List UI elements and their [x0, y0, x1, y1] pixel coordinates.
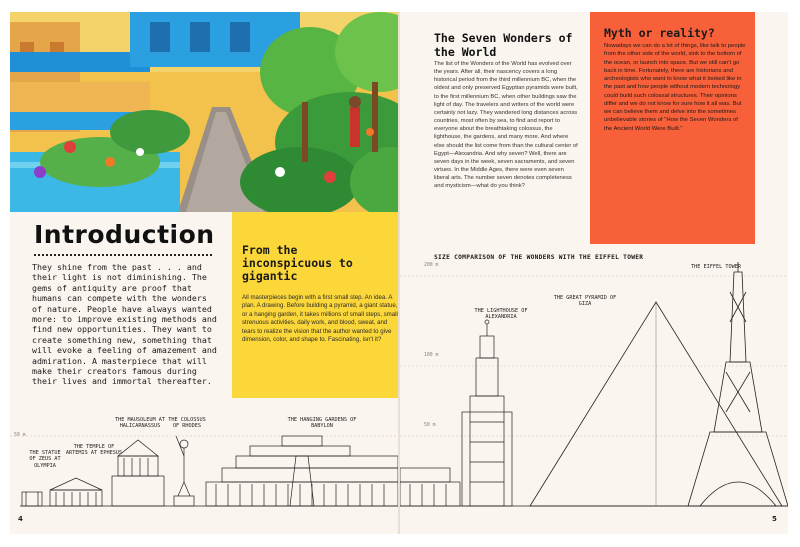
left-page [10, 12, 398, 534]
lighthouse-drawing [462, 320, 512, 506]
page-number-left: 4 [18, 515, 23, 523]
seven-wonders-heading: The Seven Wonders of the World [434, 31, 573, 59]
wonders-skyline [10, 412, 398, 534]
eiffel-tower-drawing [688, 262, 788, 506]
label-temple-of-artemis: THE TEMPLE OF ARTEMIS AT EPHESUS [65, 444, 123, 457]
label-colossus: THE COLOSSUS OF RHODES [168, 417, 206, 430]
gardens-continuation [400, 468, 460, 506]
label-lighthouse: THE LIGHTHOUSE OF ALEXANDRIA [474, 308, 528, 321]
inconspicuous-heading: From the inconspicuous to gigantic [242, 243, 353, 283]
hanging-gardens-illustration [10, 12, 398, 212]
introduction-heading: Introduction [34, 220, 215, 249]
heading-divider [34, 254, 212, 256]
scale-50m-left: 50 m [14, 433, 26, 438]
myth-text: Nowadays we can do a lot of things, like talk to people from the other side of the world, sink to the bottom of the ocean, or launch into space. But we still can't go back in time. Fortunately, there are historians and archeologists who want to know what it looked like in the past and how people without modern technology could build such colossal structures. Their opinions differ and we do not know for sure how it all was. But we can believe them and delve into the sometimes unbelievable stories of "How the Seven Wonders of the Ancient World Were Built." [604, 43, 746, 132]
myth-or-reality-box [590, 12, 755, 244]
label-hanging-gardens: THE HANGING GARDENS OF BABYLON [287, 417, 357, 430]
label-great-pyramid: THE GREAT PYRAMID OF GIZA [553, 295, 617, 308]
introduction-text: They shine from the past . . . and their light is not diminishing. The gems of antiquity are proof that humans can compete with the wonders of nature. People have always wanted more: to improve existing methods and find new opportunities. They want to create something new, something that will evoke a feeling of amazement and admiration. A masterpiece that will make their creators famous during their lives and immortal thereafter. [32, 262, 217, 387]
label-statue-of-zeus: THE STATUE OF ZEUS AT OLYMPIA [29, 450, 61, 469]
scale-50m-right: 50 m [424, 423, 436, 428]
label-mausoleum: THE MAUSOLEUM AT HALICARNASSUS [115, 417, 165, 430]
scale-100m: 100 m [424, 353, 439, 358]
size-comparison-title: SIZE COMPARISON OF THE WONDERS WITH THE EIFFEL TOWER [434, 254, 644, 261]
right-page [400, 12, 788, 534]
label-eiffel-tower: THE EIFFEL TOWER [691, 264, 741, 270]
scale-200m: 200 m [424, 263, 439, 268]
great-pyramid-drawing [530, 302, 782, 506]
colossus-drawing [174, 436, 194, 506]
hanging-gardens-drawing [206, 436, 398, 506]
inconspicuous-text: All masterpieces begin with a first small step. An idea. A plan. A drawing. Before building a pyramid, a giant statue, or a hanging garden, it takes millions of small steps, small strenuous activities, daily work, and blood, sweat, and tears to realize the vision that the author wanted to give dimension, color, and shape to. Fascinating, isn't it? [242, 294, 398, 344]
statue-of-zeus-drawing [22, 492, 42, 506]
seven-wonders-text: The list of the Wonders of the World has evolved over the years. After all, their nascency covers a long historical period from the third millennium BC, when the oldest and only preserved Egyptian pyramids were built, to the first millennium BC, when other buildings saw the light of day. The travelers and writers of the world were certainly not lazy. They wandered long distances across countries, most often by sea, to find and report to everyone about the breathtaking colossus, the lighthouse, the gardens, and many more. And where else should the list come from than the cultural center of Egypt—Alexandria. And why seven? Well, there are seven days in the week, seven sacraments, and seven virtues. In the Middle Ages, there were even seven liberal arts. The number seven denotes completeness and mysticism—what do you think? [434, 61, 578, 190]
myth-heading: Myth or reality? [604, 26, 715, 40]
temple-of-artemis-drawing [50, 478, 102, 506]
page-number-right: 5 [772, 515, 777, 523]
inconspicuous-box [232, 212, 398, 398]
